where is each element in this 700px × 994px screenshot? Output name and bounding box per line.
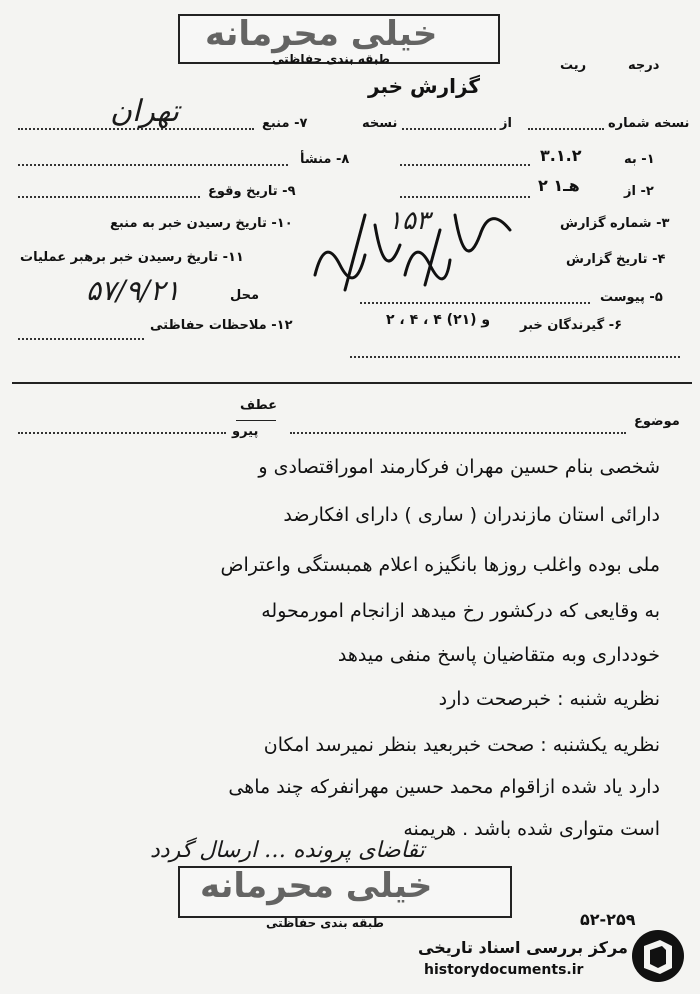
- source-label: ۷- منبع: [262, 116, 308, 131]
- event-date-label: ۹- تاریخ وقوع: [208, 184, 296, 199]
- body-line-9: است متواری شده باشد . هریمنه: [403, 818, 660, 840]
- body-line-1: شخصی بنام حسین مهران فرکارمند اموراقتصادی و: [258, 456, 660, 478]
- security-notes-label: ۱۲- ملاحظات حفاظتی: [150, 318, 293, 333]
- body-line-2: دارائی استان مازندران ( ساری ) دارای افکارضد: [283, 504, 660, 526]
- body-line-8: دارد یاد شده ازاقوام محمد حسین مهرانفرکه چند ماهی: [228, 776, 660, 798]
- place-label: محل: [230, 288, 260, 303]
- atf-label: عطف: [240, 398, 278, 413]
- subject-dots-right: [290, 432, 626, 434]
- attachment-dots: [360, 302, 590, 304]
- report-number-value: ۱۵۳: [388, 206, 430, 236]
- recipients-value: ۲ ، ۴ ، ۴ و (۲۱): [386, 312, 491, 328]
- copy-of-dots: [402, 128, 496, 130]
- body-line-5: خودداری وبه متقاضیان پاسخ منفی میدهد: [337, 644, 660, 666]
- subject-label: موضوع: [634, 414, 680, 429]
- grade-value: ریت: [560, 58, 587, 73]
- attachment-label: ۵- پیوست: [600, 290, 663, 305]
- recipients-label: ۶- گیرندگان خبر: [520, 318, 623, 333]
- to-label: ۱- به: [624, 152, 655, 167]
- bottom-classification: طبقه بندی حفاظتی: [266, 916, 384, 930]
- report-number-label: ۳- شماره گزارش: [560, 216, 670, 231]
- security-notes-dots: [18, 338, 144, 340]
- origin-label: ۸- منشأ: [300, 152, 350, 167]
- copy-number-dots: [528, 128, 604, 130]
- arrival-to-ops-label: ۱۱- تاریخ رسیدن خبر برهبر عملیات: [20, 250, 244, 265]
- event-date-dots: [18, 196, 200, 198]
- to-dots: [400, 164, 530, 166]
- handwritten-note: تقاضای پرونده … ارسال گردد: [150, 838, 425, 863]
- from-label: ۲- از: [624, 184, 654, 199]
- handwritten-date: ۵۷/۹/۲۱: [86, 274, 181, 307]
- body-line-6: نظریه شنبه : خبرصحت دارد: [438, 688, 660, 710]
- copy-label: نسخه: [362, 116, 398, 131]
- subject-dots-left: [18, 432, 226, 434]
- recipients-dots-1: [350, 356, 680, 358]
- handwritten-city: تهران: [110, 94, 180, 129]
- header-divider: [12, 382, 692, 384]
- from-value: ۲ هـ۱: [538, 176, 580, 195]
- body-line-4: به وقایعی که درکشور رخ میدهد ازانجام امورمحوله: [261, 600, 660, 622]
- document-code: ۵۲-۲۵۹: [580, 910, 636, 929]
- bottom-stamp-text: خیلی محرمانه: [200, 866, 433, 906]
- top-stamp-text: خیلی محرمانه: [205, 14, 438, 54]
- archive-logo-icon: [630, 928, 686, 984]
- watermark-text-fa: مرکز بررسی اسناد تاریخی: [418, 938, 628, 957]
- grade-label: درجه: [628, 58, 660, 73]
- body-line-3: ملی بوده واغلب روزها بانگیزه اعلام همبستگی واعتراض: [220, 554, 660, 576]
- atf-divider: [236, 420, 276, 421]
- to-value: ۳.۱.۲: [540, 146, 582, 165]
- origin-dots: [18, 164, 288, 166]
- watermark-url: historydocuments.ir: [424, 962, 584, 978]
- arrival-to-source-label: ۱۰- تاریخ رسیدن خبر به منبع: [110, 216, 293, 231]
- report-date-label: ۴- تاریخ گزارش: [566, 252, 666, 267]
- copy-number-label: نسخه شماره: [608, 116, 690, 131]
- body-line-7: نظریه یکشنبه : صحت خبربعید بنظر نمیرسد امکان: [263, 734, 660, 756]
- report-title: گزارش خبر: [368, 74, 481, 98]
- copy-of-label: از: [500, 116, 512, 131]
- handwritten-scribble: [305, 195, 525, 295]
- peyro-label: پیرو: [232, 424, 259, 439]
- top-classification: طبقه بندی حفاظتی: [272, 52, 390, 66]
